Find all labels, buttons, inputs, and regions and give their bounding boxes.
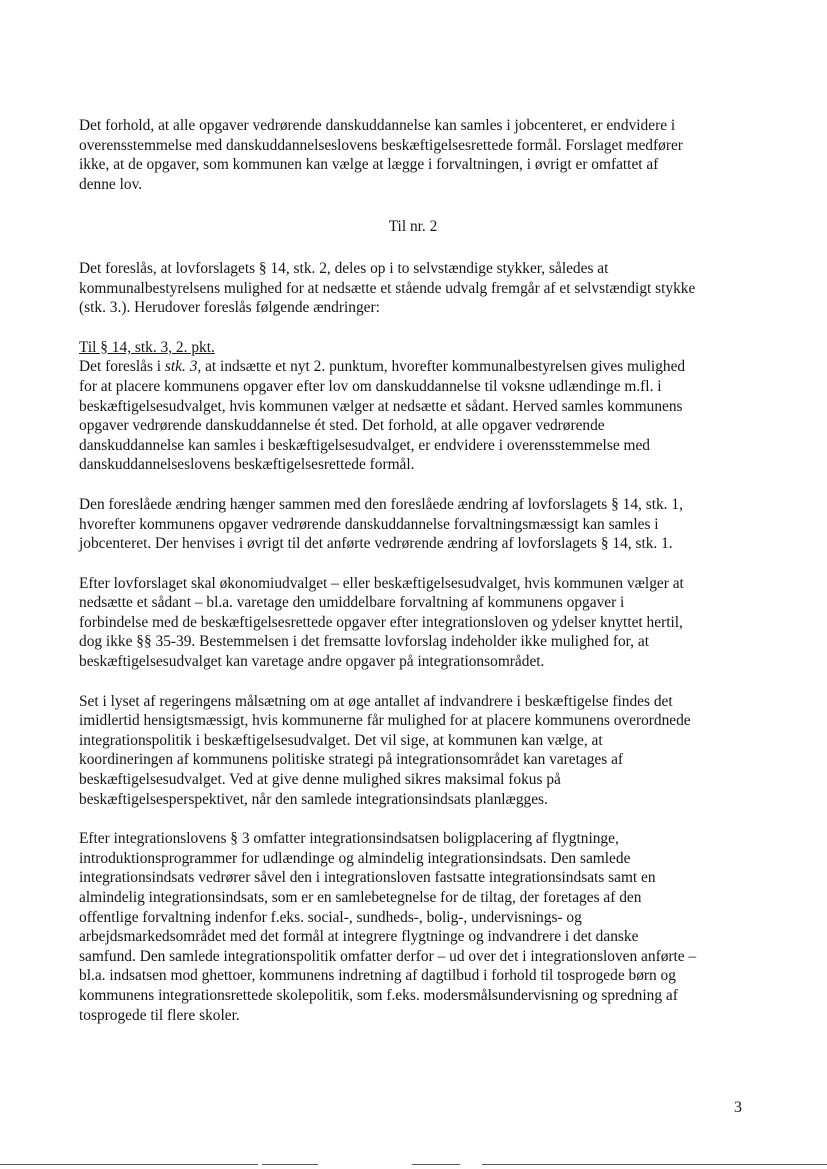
paragraph-3 <box>79 338 747 475</box>
text-line: for at placere kommunens opgaver efter lov om danskuddannelse til voksne udlændinge m.fl. i <box>79 377 662 395</box>
scan-artifact-line <box>262 1164 318 1165</box>
section-heading: Til nr. 2 <box>388 218 438 236</box>
text-line: almindelig integrationsindsats, som er en samlebetegnelse for de tiltag, der foretages af den <box>79 889 642 906</box>
text-line: forbindelse med de beskæftigelsesrettede opgaver efter integrationsloven og ydelser knyttet hertil, <box>79 613 683 631</box>
text-line: nedsætte et sådant – bl.a. varetage den umiddelbare forvaltning af kommunens opgaver i <box>79 594 625 612</box>
paragraph-2 <box>79 259 747 318</box>
text-line: beskæftigelsesperspektivet, når den samlede integrationsindsats planlægges. <box>79 790 548 808</box>
scan-artifact-line <box>412 1164 460 1165</box>
paragraph-4 <box>79 495 747 554</box>
text-line: integrationspolitik i beskæftigelsesudvalget. Det vil sige, at kommunen kan vælge, at <box>79 731 603 749</box>
document-body <box>79 116 747 1045</box>
text-line: Set i lyset af regeringens målsætning om at øge antallet af indvandrere i beskæftigelse findes det <box>79 692 673 710</box>
text-line: danskuddannelse kan samles i beskæftigelsesudvalget, er endvidere i overensstemmelse med <box>79 436 651 454</box>
text-line: danskuddannelseslovens beskæftigelsesrettede formål. <box>79 456 415 474</box>
paragraph-7 <box>79 829 747 1025</box>
text-line: imidlertid hensigtsmæssigt, hvis kommunerne får mulighed for at placere kommunens overordnede <box>79 712 691 730</box>
text-line: Det forhold, at alle opgaver vedrørende danskuddannelse kan samles i jobcenteret, er endvidere i <box>79 117 676 134</box>
text-line: denne lov. <box>79 175 143 193</box>
text-line: beskæftigelsesudvalget, hvis kommunen vælger at nedsætte et sådant. Herved samles kommunens <box>79 397 683 415</box>
text-line: arbejdsmarkedsområdet med det formål at integrere flygtninge og indvandrere i det danske <box>79 928 639 946</box>
text-line: Den foreslåede ændring hænger sammen med den foreslåede ændring af lovforslagets § 14, stk. 1, <box>79 495 683 513</box>
text-line: samfund. Den samlede integrationspolitik omfatter derfor – ud over det i integrationsloven anførte – <box>79 947 697 965</box>
text-line: offentlige forvaltning indenfor f.eks. social-, sundheds-, bolig-, undervisnings- og <box>79 908 582 926</box>
text-line: beskæftigelsesudvalget. Ved at give denne mulighed sikres maksimal fokus på <box>79 771 561 789</box>
text-line: overensstemmelse med danskuddannelseslovens beskæftigelsesrettede formål. Forslaget medfører <box>79 136 683 154</box>
text-line: dog ikke §§ 35-39. Bestemmelsen i det fremsatte lovforslag indeholder ikke mulighed for, at <box>79 633 649 651</box>
text-line: integrationsindsats vedrører såvel den i integrationsloven fastsatte integrationsindsats samt en <box>79 869 656 887</box>
text-line: Efter lovforslaget skal økonomiudvalget – eller beskæftigelsesudvalget, hvis kommunen vælger at <box>79 574 684 592</box>
subsection-heading: Til § 14, stk. 3, 2. pkt. <box>79 338 215 356</box>
text-line: kommunalbestyrelsens mulighed for at nedsætte et stående udvalg fremgår af et selvstændigt stykke <box>79 279 696 297</box>
text-line: kommunens integrationsrettede skolepolitik, som f.eks. modersmålsundervisning og spredning af <box>79 986 678 1004</box>
page-number: 3 <box>734 1099 742 1116</box>
text-line: Det foreslås, at lovforslagets § 14, stk. 2, deles op i to selvstændige stykker, således at <box>79 259 609 277</box>
text-line: bl.a. indsatsen mod ghettoer, kommunens indretning af dagtilbud i forhold til tosprogede børn og <box>79 967 676 985</box>
text-line: beskæftigelsesudvalget kan varetage andre opgaver på integrationsområdet. <box>79 653 545 671</box>
text-line: ikke, at de opgaver, som kommunen kan vælge at lægge i forvaltningen, i øvrigt er omfattet af <box>79 156 659 174</box>
text-line: tosprogede til flere skoler. <box>79 1006 240 1024</box>
text-line <box>79 357 747 377</box>
paragraph-6 <box>79 692 747 810</box>
text-line: introduktionsprogrammer for udlændinge og almindelig integrationsindsats. Den samlede <box>79 849 631 867</box>
text-line: opgaver vedrørende danskuddannelse ét sted. Det forhold, at alle opgaver vedrørende <box>79 417 605 435</box>
paragraph-5 <box>79 574 747 672</box>
italic-reference: stk. 3 <box>164 358 198 376</box>
scan-artifact-line <box>0 1164 258 1165</box>
paragraph-1 <box>79 116 747 194</box>
text-line: jobcenteret. Der henvises i øvrigt til det anførte vedrørende ændring af lovforslagets § 14, stk. 1. <box>79 535 673 553</box>
text-run: , at indsætte et nyt 2. punktum, hvorefter kommunalbestyrelsen gives mulighed <box>197 358 686 376</box>
scan-artifact-line <box>482 1164 827 1165</box>
text-line: hvorefter kommunens opgaver vedrørende danskuddannelse forvaltningsmæssigt kan samles i <box>79 515 659 533</box>
text-line: koordineringen af kommunens politiske strategi på integrationsområdet kan varetages af <box>79 751 624 769</box>
text-line: (stk. 3.). Herudover foreslås følgende ændringer: <box>79 299 380 317</box>
text-run: Det foreslås i <box>79 358 165 376</box>
text-line: Efter integrationslovens § 3 omfatter integrationsindsatsen boligplacering af flygtninge, <box>79 830 619 848</box>
